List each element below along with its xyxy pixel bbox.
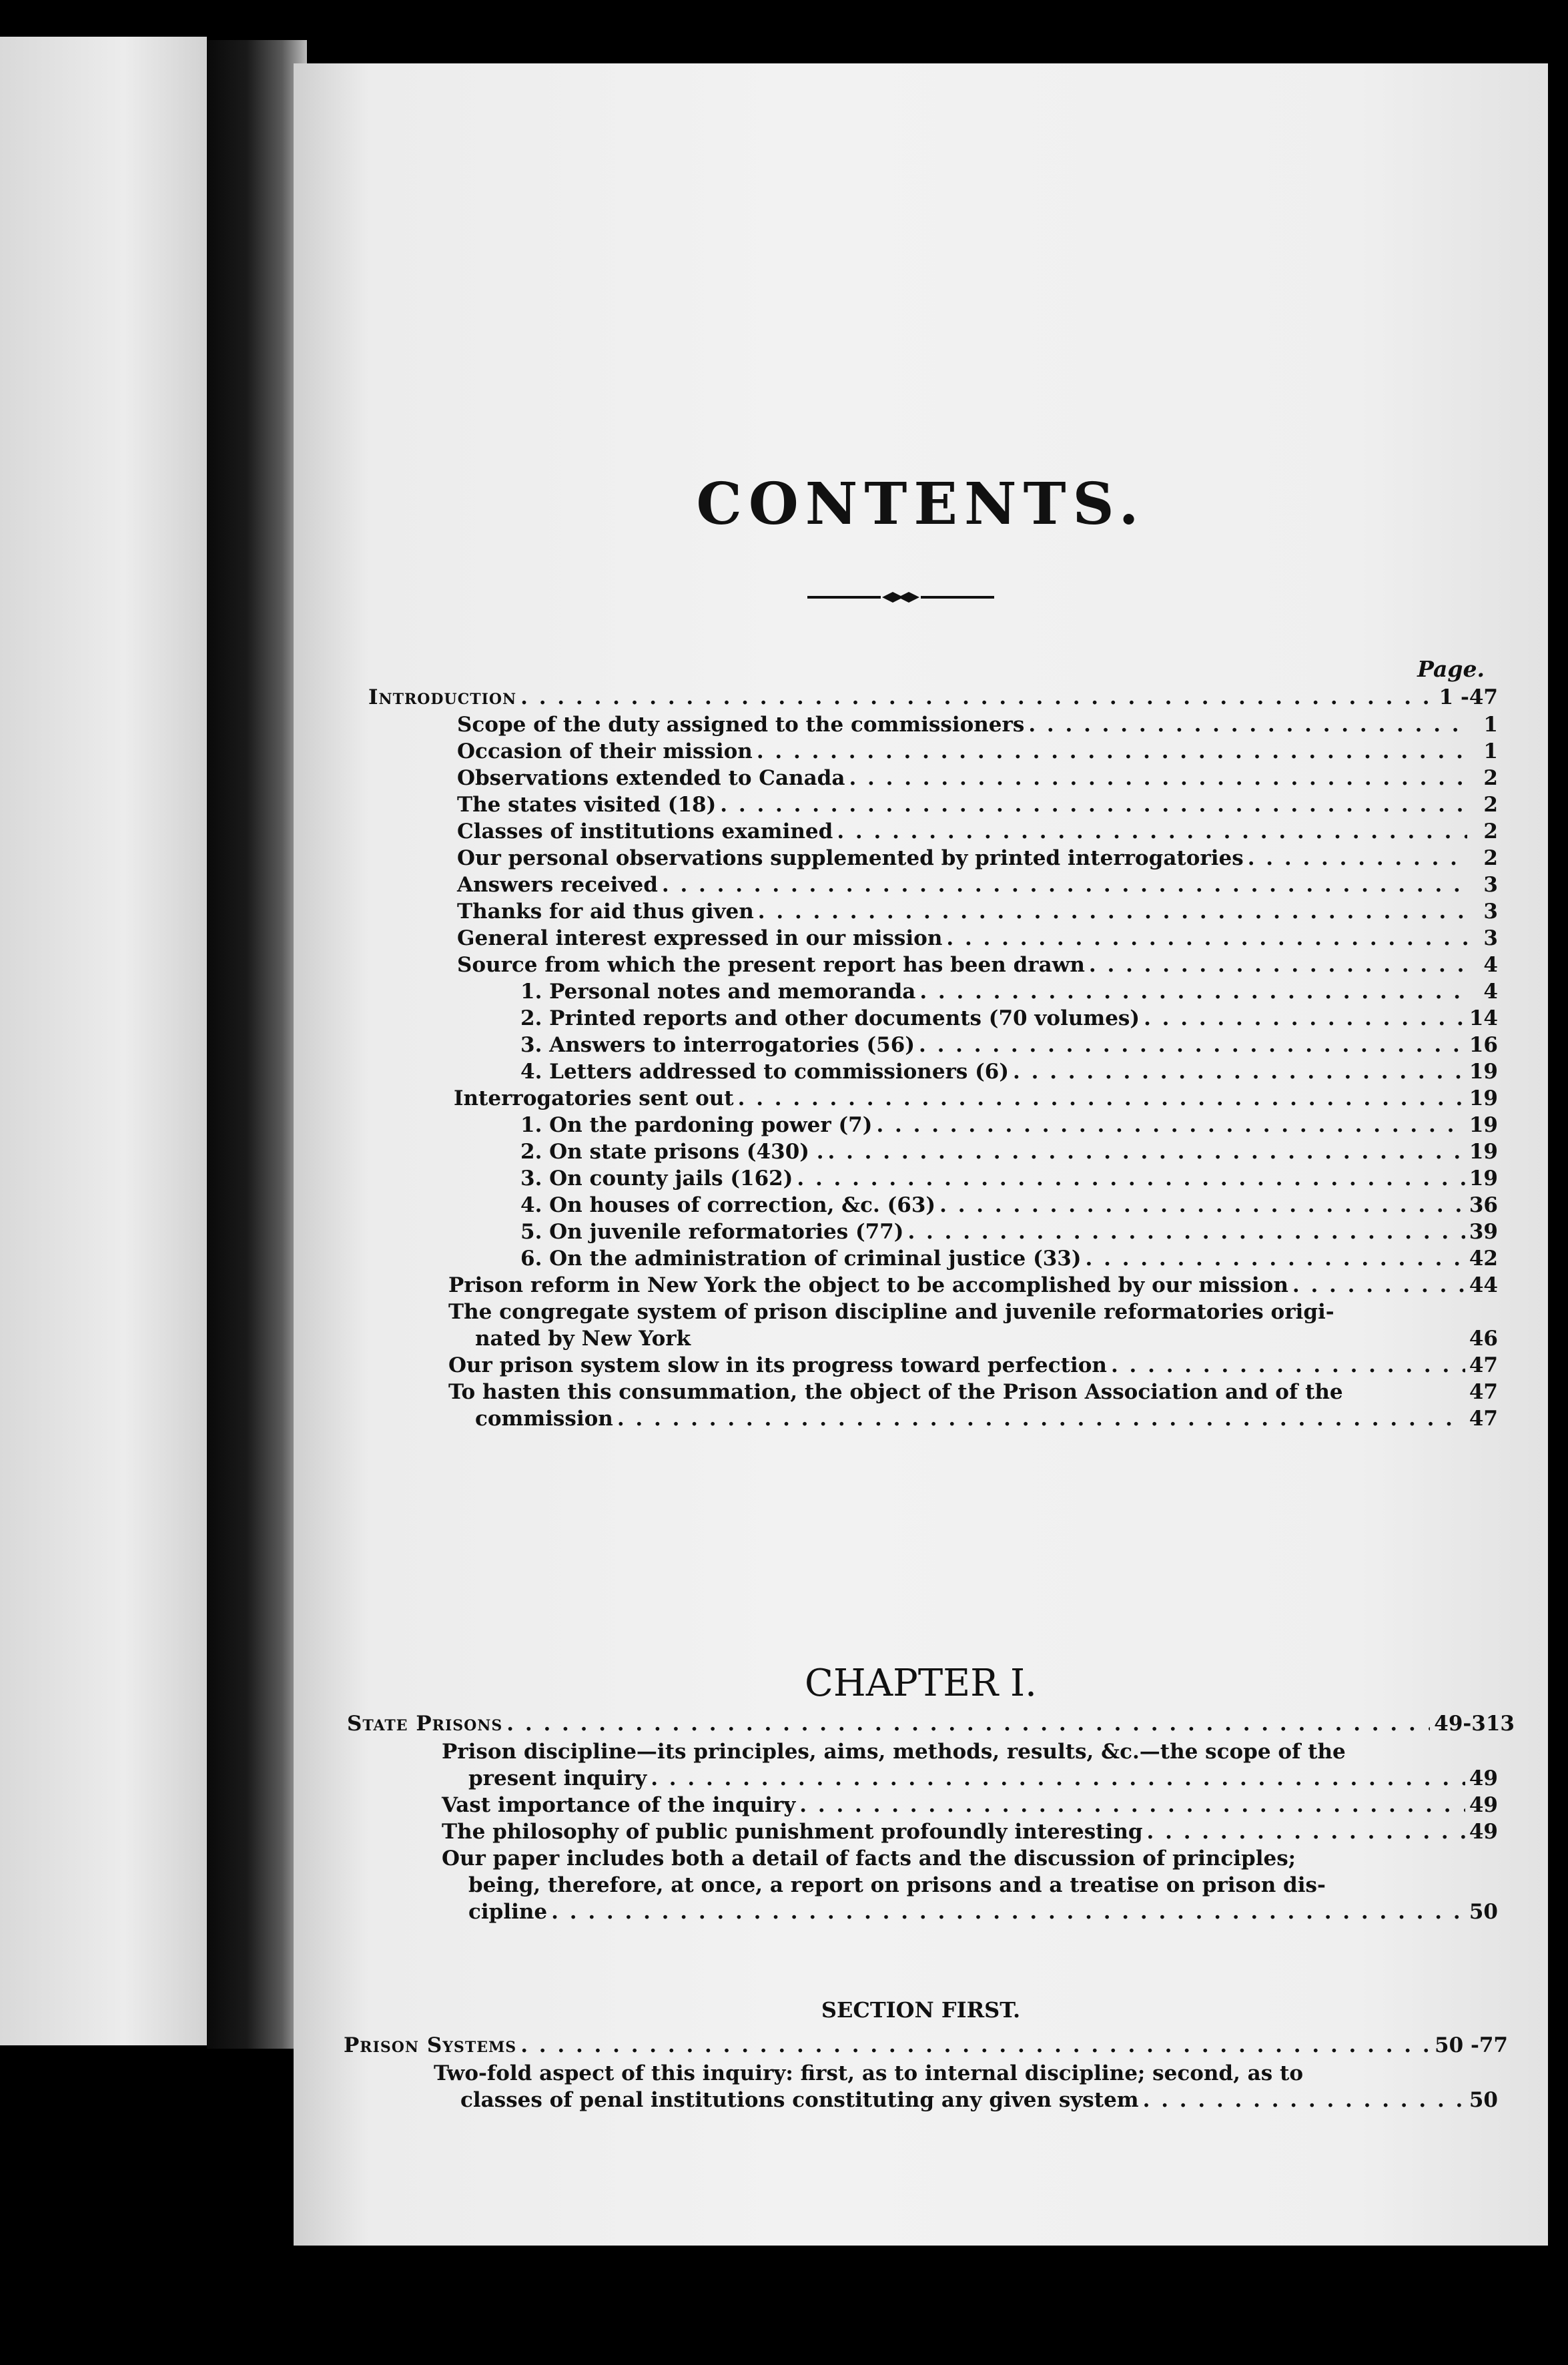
left-facing-page (0, 37, 207, 2045)
toc-label: commission (475, 1407, 613, 1431)
toc-label: 1. Personal notes and memoranda (520, 980, 916, 1004)
toc-page: 36 (1469, 1193, 1498, 1217)
toc-page: 3 (1483, 900, 1498, 924)
toc-label: Occasion of their mission (457, 739, 753, 763)
toc-label: Thanks for aid thus given (457, 900, 754, 924)
toc-page: 19 (1469, 1113, 1498, 1137)
toc-page: 44 (1469, 1273, 1498, 1297)
toc-entry (520, 1138, 1498, 1165)
toc-entry (457, 711, 1498, 738)
toc-entry (442, 1818, 1498, 1845)
leader-dots (520, 684, 1435, 711)
toc-entry (520, 1005, 1498, 1032)
toc-entry (448, 1272, 1498, 1299)
leader-dots (758, 898, 1467, 925)
toc-entry (457, 872, 1498, 898)
leader-dots (1144, 1005, 1465, 1032)
toc-list-sources (520, 978, 1498, 1085)
toc-entry (457, 845, 1498, 872)
leader-dots (551, 1899, 1465, 1925)
toc-label: classes of penal institutions constituting any given system (460, 2088, 1139, 2112)
toc-entry (448, 1405, 1498, 1432)
toc-page: 2 (1483, 819, 1498, 843)
toc-label-line: Two-fold aspect of this inquiry: first, as to internal discipline; second, as to (434, 2061, 1304, 2085)
toc-page: 49 (1469, 1820, 1498, 1844)
toc-label-line: The congregate system of prison discipline and juvenile reformatories origi- (448, 1300, 1334, 1324)
toc-page: 3 (1483, 926, 1498, 950)
toc-label: nated by New York (475, 1327, 691, 1351)
toc-entry (448, 1325, 1498, 1352)
toc-label-line: Our paper includes both a detail of facts and the discussion of principles; (442, 1846, 1296, 1871)
toc-entry (457, 925, 1498, 952)
leader-dots (1013, 1058, 1465, 1085)
leader-dots (919, 1032, 1465, 1058)
toc-label: Prison reform in New York the object to be accomplished by our mission (448, 1273, 1288, 1297)
toc-entry (442, 1792, 1498, 1818)
page-column-heading: Page. (1417, 656, 1485, 682)
leader-dots (1147, 1818, 1465, 1845)
toc-entry (520, 1058, 1498, 1085)
toc-label: Answers received (457, 873, 658, 897)
toc-entry (457, 952, 1498, 978)
leader-dots (849, 765, 1467, 791)
toc-entry (520, 1112, 1498, 1138)
toc-label: 5. On juvenile reformatories (77) (520, 1220, 904, 1244)
toc-page: 47 (1469, 1380, 1498, 1404)
toc-page: 1 -47 (1439, 685, 1498, 709)
leader-dots (837, 818, 1467, 845)
leader-dots (662, 872, 1467, 898)
toc-label: Scope of the duty assigned to the commissioners (457, 713, 1025, 737)
toc-label: 3. Answers to interrogatories (56) (520, 1033, 915, 1057)
toc-page: 46 (1469, 1327, 1498, 1351)
leader-dots (939, 1192, 1465, 1219)
section-heading: SECTION FIRST. (821, 1997, 1021, 2023)
leader-dots (738, 1085, 1465, 1112)
toc-page: 2 (1483, 766, 1498, 790)
toc-label: Interrogatories sent out (454, 1086, 734, 1110)
leader-dots (1292, 1272, 1465, 1299)
toc-page: 2 (1483, 846, 1498, 870)
toc-label: Vast importance of the inquiry (442, 1793, 796, 1817)
toc-entry (434, 2087, 1498, 2113)
toc-entry (520, 978, 1498, 1005)
toc-page: 42 (1469, 1247, 1498, 1271)
toc-page: 3 (1483, 873, 1498, 897)
page-title: CONTENTS. (696, 470, 1146, 538)
toc-page: 4 (1483, 980, 1498, 1004)
chapter-heading: CHAPTER I. (805, 1662, 1037, 1705)
leader-dots (720, 791, 1467, 818)
toc-label: Observations extended to Canada (457, 766, 845, 790)
toc-label: State Prisons (347, 1712, 503, 1736)
toc-entry (448, 1352, 1498, 1379)
leader-dots (828, 1138, 1465, 1165)
toc-page: 14 (1469, 1006, 1498, 1030)
leader-dots (876, 1112, 1465, 1138)
toc-label: cipline (468, 1900, 548, 1924)
toc-page: 49 (1469, 1793, 1498, 1817)
toc-label: Source from which the present report has been drawn (457, 953, 1085, 977)
toc-label: Introduction (368, 685, 517, 709)
toc-page: 19 (1469, 1060, 1498, 1084)
toc-page: 4 (1483, 953, 1498, 977)
contents-page (294, 63, 1548, 2246)
toc-list-state-prisons (442, 1738, 1498, 1925)
leader-dots (1248, 845, 1467, 872)
toc-list-intro-closing (448, 1272, 1498, 1432)
toc-label: present inquiry (468, 1766, 647, 1790)
toc-list-prison-systems (434, 2060, 1498, 2113)
leader-dots (520, 2032, 1431, 2059)
leader-dots (797, 1165, 1465, 1192)
toc-label-line: being, therefore, at once, a report on prisons and a treatise on prison dis- (468, 1873, 1326, 1897)
toc-entry (520, 1165, 1498, 1192)
toc-label: To hasten this consummation, the object of the Prison Association and of the (448, 1380, 1343, 1404)
toc-label: 4. On houses of correction, &c. (63) (520, 1193, 936, 1217)
leader-dots (1028, 711, 1467, 738)
leader-dots (919, 978, 1467, 1005)
toc-page: 50 (1469, 2088, 1498, 2112)
toc-page: 47 (1469, 1353, 1498, 1377)
toc-page: 47 (1469, 1407, 1498, 1431)
toc-entry (457, 898, 1498, 925)
leader-dots (617, 1405, 1465, 1432)
leader-dots (799, 1792, 1465, 1818)
toc-entry (457, 791, 1498, 818)
toc-page: 2 (1483, 793, 1498, 817)
toc-entry (442, 1899, 1498, 1925)
toc-entry (520, 1219, 1498, 1245)
toc-label: 2. On state prisons (430) . (520, 1140, 824, 1164)
toc-page: 1 (1483, 739, 1498, 763)
toc-label-line: Prison discipline—its principles, aims, methods, results, &c.—the scope of the (442, 1740, 1346, 1764)
toc-entry-state-prisons (347, 1710, 1515, 1737)
leader-dots (907, 1219, 1465, 1245)
leader-dots (651, 1765, 1465, 1792)
leader-dots (1089, 952, 1467, 978)
toc-label: 4. Letters addressed to commissioners (6) (520, 1060, 1010, 1084)
toc-list-intro-items (457, 711, 1498, 978)
toc-label: Our personal observations supplemented by printed interrogatories (457, 846, 1244, 870)
toc-label: Classes of institutions examined (457, 819, 833, 843)
binding-gutter (207, 40, 307, 2049)
leader-dots (1143, 2087, 1465, 2113)
toc-page: 49-313 (1434, 1712, 1515, 1736)
toc-page: 49 (1469, 1766, 1498, 1790)
toc-label: 2. Printed reports and other documents (70 volumes) (520, 1006, 1140, 1030)
toc-entry (457, 738, 1498, 765)
toc-entry (457, 765, 1498, 791)
leader-dots (757, 738, 1467, 765)
leader-dots (506, 1710, 1430, 1737)
toc-label: 6. On the administration of criminal justice (33) (520, 1247, 1082, 1271)
toc-entry-introduction (368, 684, 1498, 711)
toc-label: 3. On county jails (162) (520, 1166, 793, 1191)
toc-page: 19 (1469, 1140, 1498, 1164)
toc-entry (448, 1379, 1498, 1405)
toc-label: Prison Systems (344, 2033, 517, 2057)
toc-page: 39 (1469, 1220, 1498, 1244)
toc-label: Our prison system slow in its progress toward perfection (448, 1353, 1107, 1377)
toc-label: 1. On the pardoning power (7) (520, 1113, 873, 1137)
toc-page: 19 (1469, 1166, 1498, 1191)
toc-entry (442, 1765, 1498, 1792)
toc-list-interrogatories (520, 1112, 1498, 1272)
toc-label: The philosophy of public punishment profoundly interesting (442, 1820, 1143, 1844)
toc-entry (457, 818, 1498, 845)
toc-page: 19 (1469, 1086, 1498, 1110)
toc-entry-interrogatories (454, 1085, 1498, 1112)
toc-entry (520, 1032, 1498, 1058)
toc-page: 50 -77 (1435, 2033, 1508, 2057)
toc-page: 16 (1469, 1033, 1498, 1057)
leader-dots (1086, 1245, 1465, 1272)
toc-label: General interest expressed in our mission (457, 926, 943, 950)
toc-page: 50 (1469, 1900, 1498, 1924)
leader-dots (1111, 1352, 1465, 1379)
leader-dots (946, 925, 1467, 952)
toc-label: The states visited (18) (457, 793, 717, 817)
toc-page: 1 (1483, 713, 1498, 737)
toc-entry (520, 1245, 1498, 1272)
toc-entry (520, 1192, 1498, 1219)
toc-entry-prison-systems (344, 2032, 1508, 2059)
ornament-divider (807, 587, 994, 607)
